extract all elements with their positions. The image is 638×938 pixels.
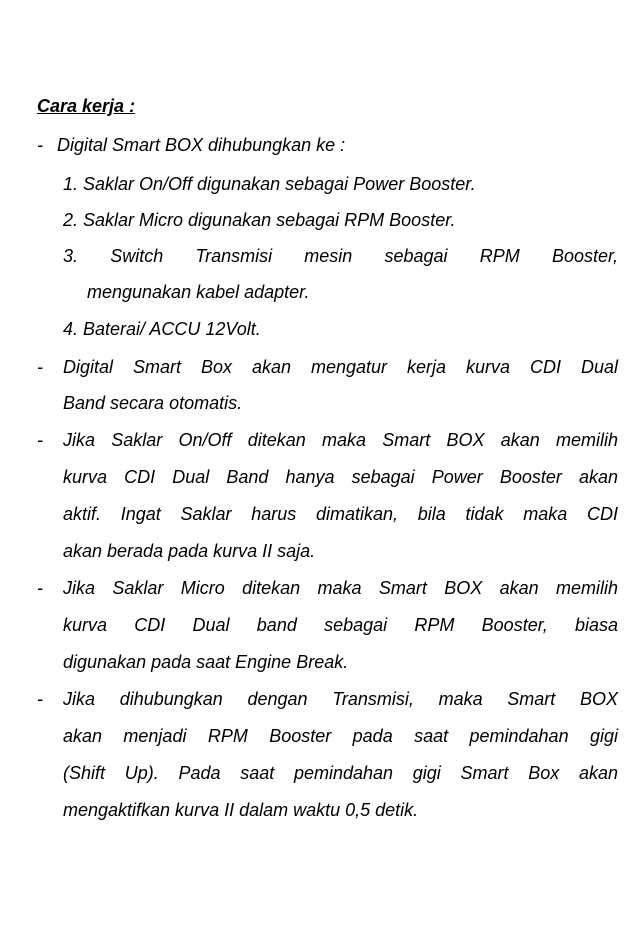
bullet-dash: -	[37, 135, 43, 155]
bullet-2-line-3: aktif. Ingat Saklar harus dimatikan, bila tidak maka CDI	[63, 504, 618, 524]
bullet-2-line-4: akan berada pada kurva II saja.	[63, 541, 316, 561]
numbered-item-3: 3. Switch Transmisi mesin sebagai RPM Booster,	[63, 246, 618, 266]
bullet-3-line-2: kurva CDI Dual band sebagai RPM Booster, biasa	[63, 615, 618, 635]
bullet-3-line-3: digunakan pada saat Engine Break.	[63, 652, 349, 672]
bullet-1-line-1: Digital Smart Box akan mengatur kerja kurva CDI Dual	[63, 357, 618, 377]
numbered-item-2: 2. Saklar Micro digunakan sebagai RPM Booster.	[63, 210, 456, 230]
numbered-item-3-continuation: mengunakan kabel adapter.	[87, 282, 310, 302]
bullet-2-line-2: kurva CDI Dual Band hanya sebagai Power Booster akan	[63, 467, 618, 487]
section-heading: Cara kerja :	[37, 96, 136, 116]
bullet-3-line-1: Jika Saklar Micro ditekan maka Smart BOX akan memilih	[63, 578, 618, 598]
bullet-dash: -	[37, 357, 43, 377]
bullet-4-line-1: Jika dihubungkan dengan Transmisi, maka Smart BOX	[63, 689, 618, 709]
bullet-1-line-2: Band secara otomatis.	[63, 393, 243, 413]
numbered-item-1: 1. Saklar On/Off digunakan sebagai Power Booster.	[63, 174, 476, 194]
bullet-4-line-3: (Shift Up). Pada saat pemindahan gigi Smart Box akan	[63, 763, 618, 783]
bullet-4-line-4: mengaktifkan kurva II dalam waktu 0,5 detik.	[63, 800, 419, 820]
bullet-2-line-1: Jika Saklar On/Off ditekan maka Smart BOX akan memilih	[63, 430, 618, 450]
numbered-item-4: 4. Baterai/ ACCU 12Volt.	[63, 319, 261, 339]
bullet-dash: -	[37, 689, 43, 709]
intro-text: Digital Smart BOX dihubungkan ke :	[57, 135, 346, 155]
bullet-dash: -	[37, 578, 43, 598]
bullet-4-line-2: akan menjadi RPM Booster pada saat pemindahan gigi	[63, 726, 618, 746]
bullet-dash: -	[37, 430, 43, 450]
